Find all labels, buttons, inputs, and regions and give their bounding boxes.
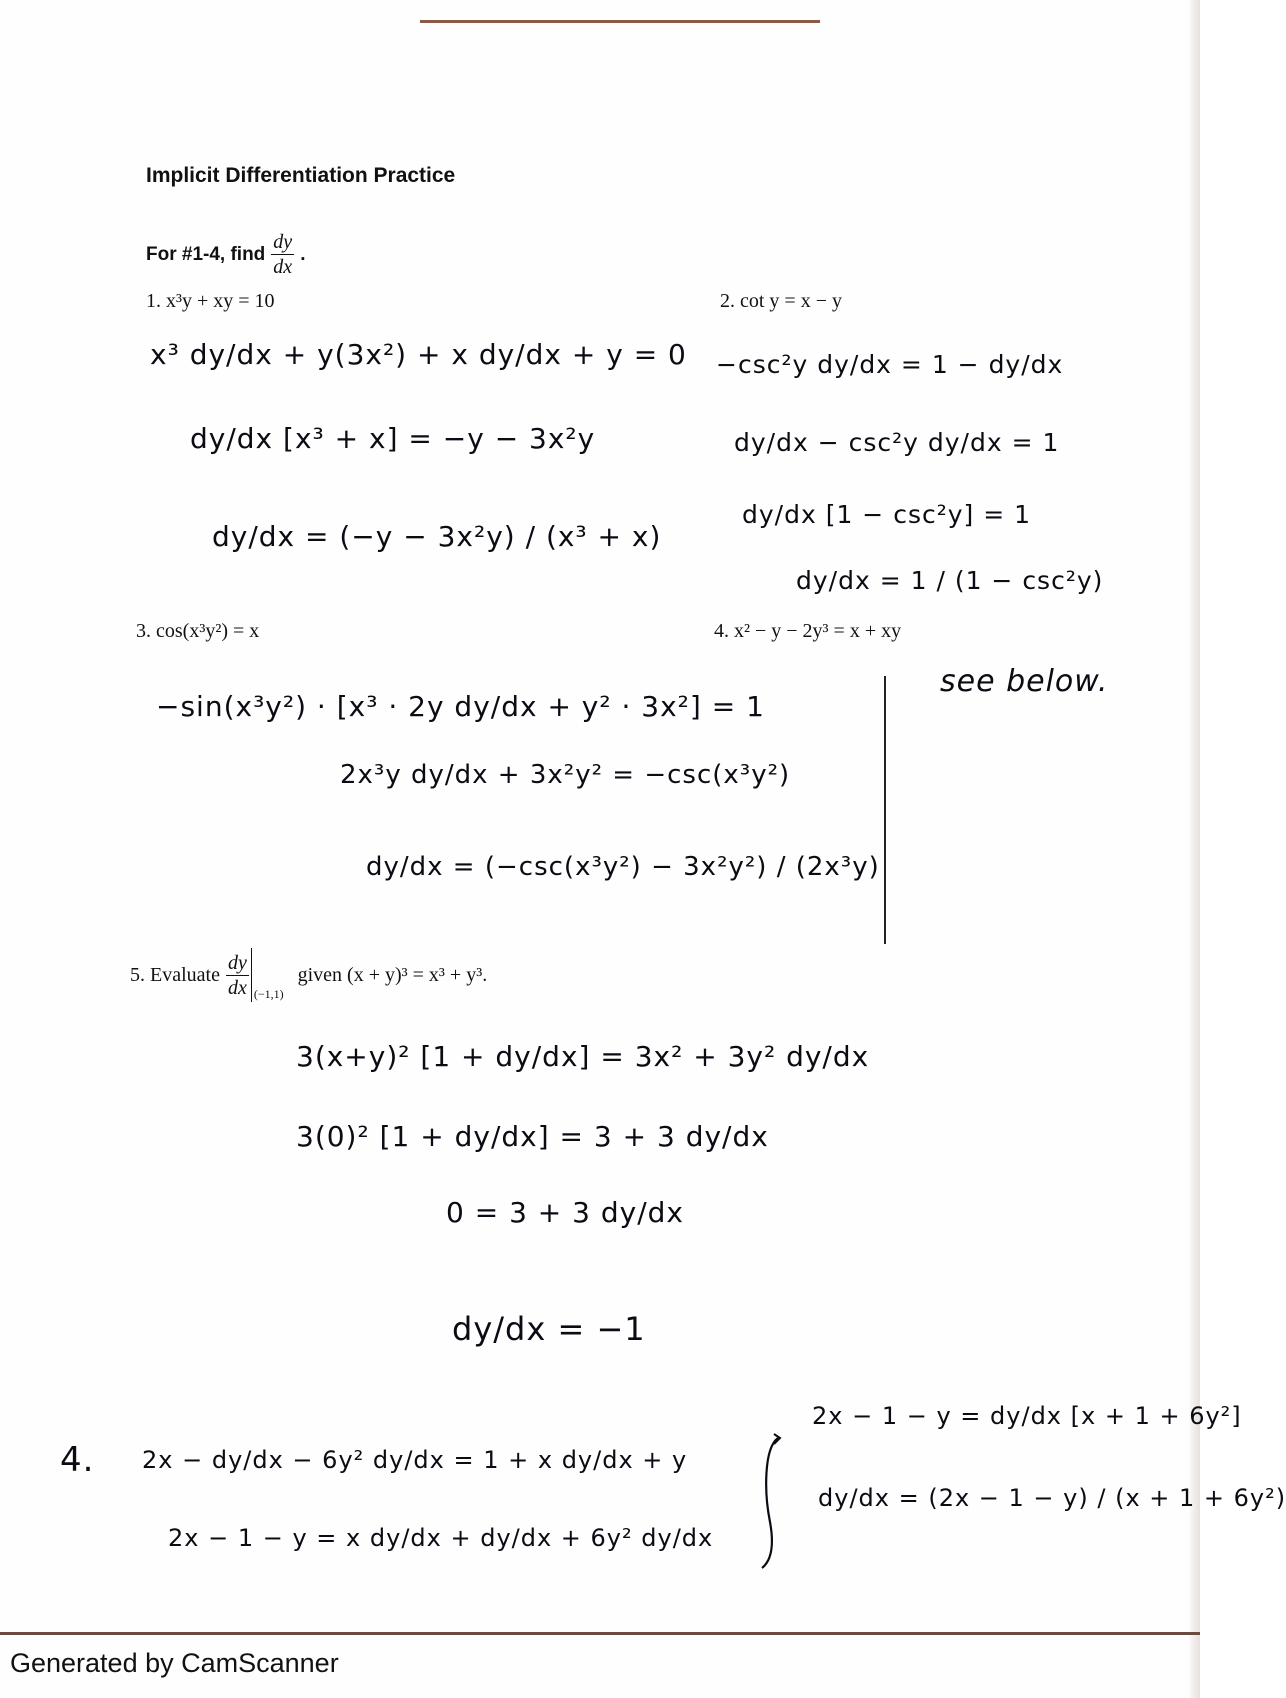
- dy-dx-fraction: [271, 232, 294, 277]
- instructions: [146, 232, 305, 277]
- problem-5-label: 5. Evaluate: [130, 963, 220, 986]
- solution-1-line-1: x³ dy/dx + y(3x²) + x dy/dx + y = 0: [150, 338, 687, 371]
- fraction-denominator: dx: [227, 976, 247, 999]
- solution-2-line-3: dy/dx [1 − csc²y] = 1: [742, 500, 1032, 529]
- fraction-denominator: dx: [273, 256, 293, 278]
- problem-5: [130, 948, 487, 1002]
- solution-2-line-1: −csc²y dy/dx = 1 − dy/dx: [716, 350, 1064, 379]
- solution-4-right-line-2: dy/dx = (2x − 1 − y) / (x + 1 + 6y²): [818, 1484, 1286, 1512]
- solution-3-line-2: 2x³y dy/dx + 3x²y² = −csc(x³y²): [340, 760, 791, 790]
- page-title: Implicit Differentiation Practice: [146, 164, 456, 187]
- page-edge-shadow: [1188, 0, 1200, 1698]
- solution-4-line-1: 2x − dy/dx − 6y² dy/dx = 1 + x dy/dx + y: [142, 1446, 688, 1474]
- fraction-numerator: dy: [227, 951, 247, 974]
- column-divider: [884, 676, 886, 944]
- evaluation-point: (−1,1): [253, 987, 284, 1001]
- problem-4: 4. x² − y − 2y³ = x + xy: [714, 620, 902, 642]
- solution-3-line-3: dy/dx = (−csc(x³y²) − 3x²y²) / (2x³y): [366, 852, 880, 882]
- solution-3-line-1: −sin(x³y²) · [x³ · 2y dy/dx + y² · 3x²] = 1: [156, 690, 765, 723]
- solution-4-label: 4.: [60, 1440, 95, 1480]
- problem-2: 2. cot y = x − y: [720, 290, 842, 312]
- fraction-numerator: dy: [273, 231, 293, 253]
- solution-5-answer: dy/dx = −1: [452, 1310, 646, 1348]
- problem-1: 1. x³y + xy = 10: [146, 290, 275, 312]
- solution-1-line-2: dy/dx [x³ + x] = −y − 3x²y: [190, 422, 596, 455]
- problem-5-equation: given (x + y)³ = x³ + y³.: [297, 963, 488, 986]
- instructions-text: For #1-4, find: [146, 243, 266, 265]
- top-edge-line: [420, 20, 820, 23]
- solution-2-line-4: dy/dx = 1 / (1 − csc²y): [796, 566, 1104, 595]
- problem-3: 3. cos(x³y²) = x: [136, 620, 260, 642]
- solution-5-line-2: 3(0)² [1 + dy/dx] = 3 + 3 dy/dx: [296, 1120, 769, 1153]
- solution-4-right-line-1: 2x − 1 − y = dy/dx [x + 1 + 6y²]: [812, 1402, 1242, 1430]
- continuation-arrow-icon: [760, 1432, 782, 1572]
- solution-5-line-3: 0 = 3 + 3 dy/dx: [446, 1196, 684, 1229]
- scanner-watermark: Generated by CamScanner: [10, 1648, 339, 1678]
- solution-2-line-2: dy/dx − csc²y dy/dx = 1: [734, 428, 1060, 457]
- solution-1-line-3: dy/dx = (−y − 3x²y) / (x³ + x): [212, 520, 662, 553]
- solution-5-line-1: 3(x+y)² [1 + dy/dx] = 3x² + 3y² dy/dx: [296, 1040, 870, 1073]
- bottom-edge-line: [0, 1632, 1200, 1635]
- problem-5-derivative: [226, 953, 249, 998]
- solution-4-line-2: 2x − 1 − y = x dy/dx + dy/dx + 6y² dy/dx: [168, 1524, 714, 1552]
- instructions-period: .: [300, 243, 306, 265]
- see-below-note: see below.: [940, 664, 1109, 699]
- evaluation-bar: [251, 948, 252, 1002]
